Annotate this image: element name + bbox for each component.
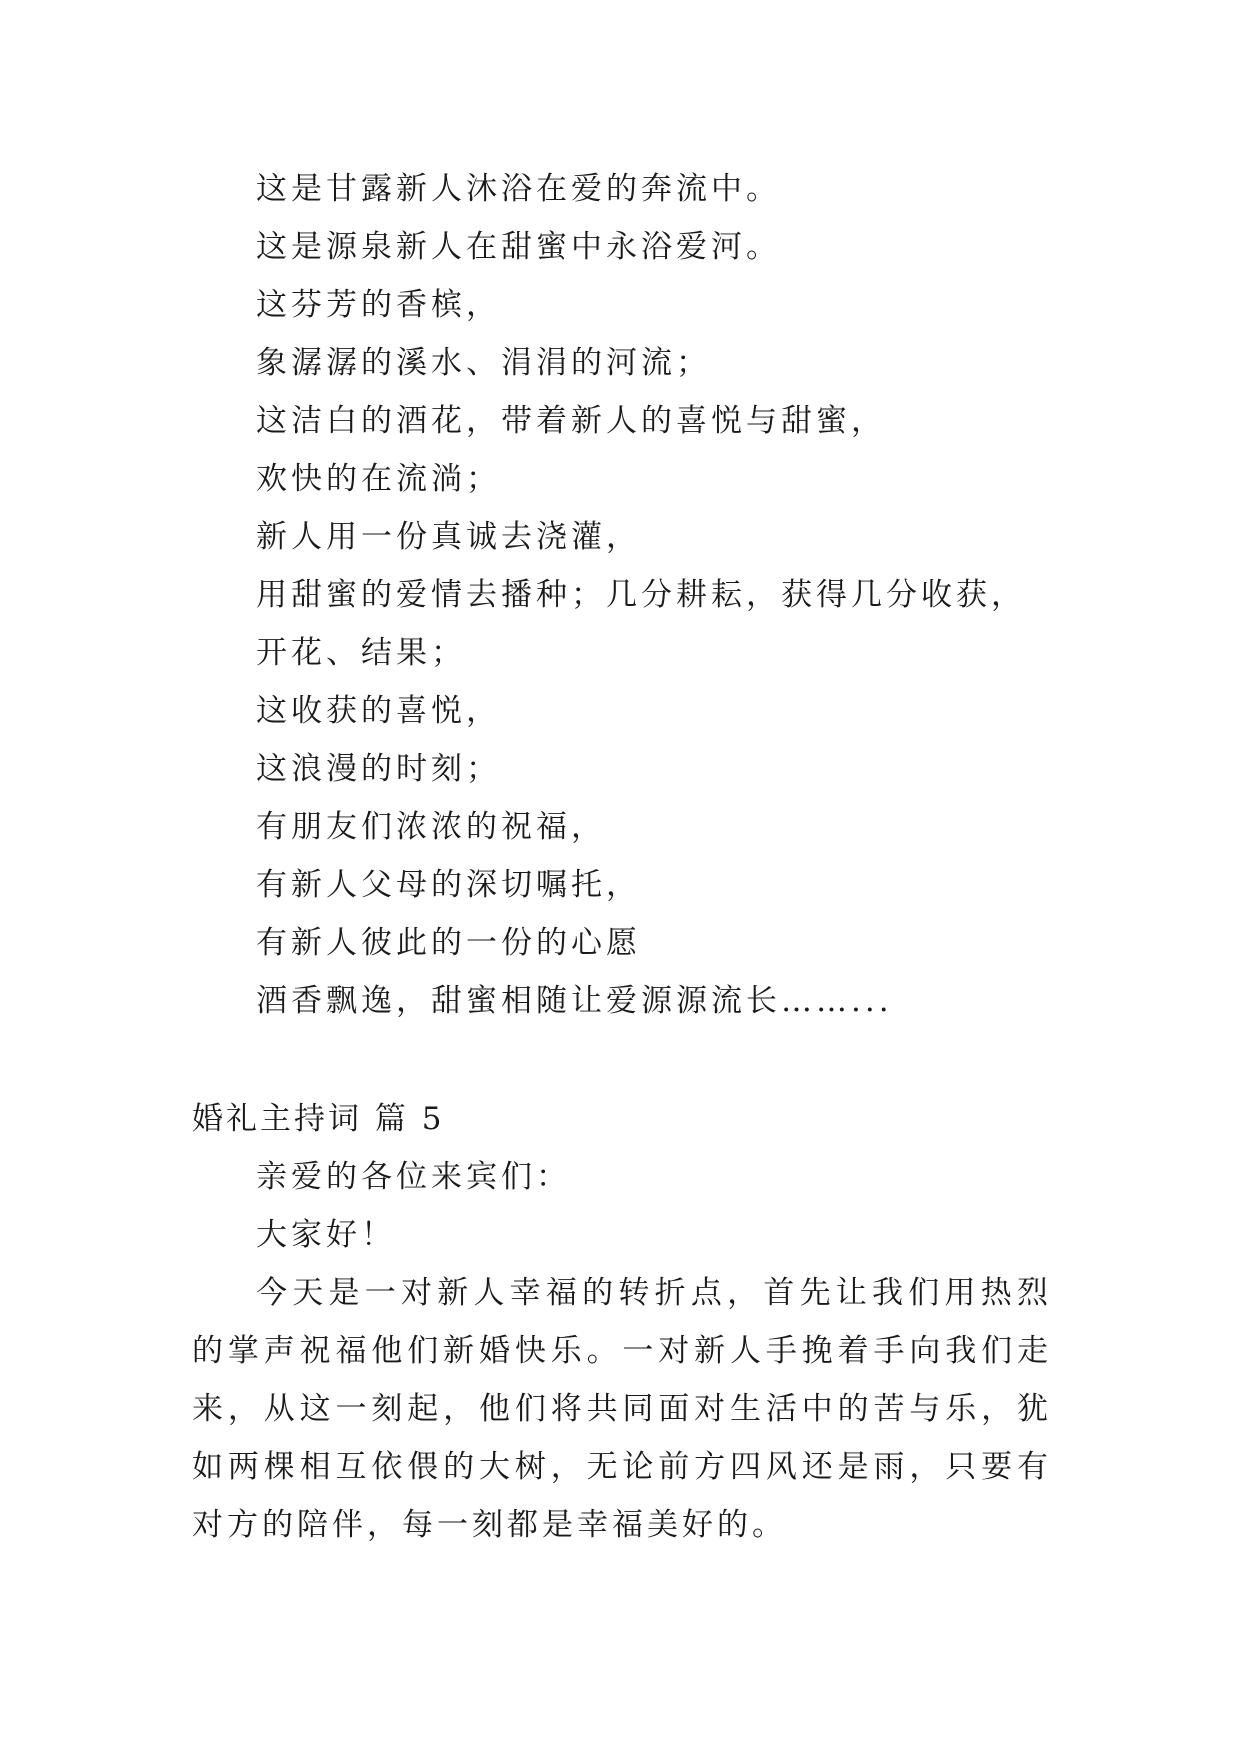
poem-line: 欢快的在流淌； [256, 461, 501, 497]
poem-line: 象潺潺的溪水、涓涓的河流； [256, 345, 711, 381]
speech-paragraph: 今天是一对新人幸福的转折点，首先让我们用热烈的掌声祝福他们新婚快乐。一对新人手挽着手向我们走来，从这一刻起，他们将共同面对生活中的苦与乐，犹如两棵相互依偎的大树，无论前方四风还是雨，只要有对方的陪伴，每一刻都是幸福美好的。 [192, 1275, 1052, 1543]
speech-block [192, 1148, 1052, 1554]
poem-line: 酒香飘逸，甜蜜相随让爱源源流长……... [256, 983, 893, 1019]
poem-line: 有新人父母的深切嘱托， [256, 867, 641, 903]
speech-hello: 大家好！ [256, 1217, 396, 1253]
poem-line: 这是甘露新人沐浴在爱的奔流中。 [256, 171, 781, 207]
poem-line: 这洁白的酒花，带着新人的喜悦与甜蜜， [256, 403, 886, 439]
poem-line: 新人用一份真诚去浇灌， [256, 519, 641, 555]
poem-line: 这收获的喜悦， [256, 693, 501, 729]
poem-line: 这浪漫的时刻； [256, 751, 501, 787]
poem-line: 有朋友们浓浓的祝福， [256, 809, 606, 845]
poem-line: 有新人彼此的一份的心愿 [256, 925, 641, 961]
poem-line: 用甜蜜的爱情去播种；几分耕耘，获得几分收获， [256, 577, 1026, 613]
poem-line: 这芬芳的香槟， [256, 287, 501, 323]
speech-greeting: 亲爱的各位来宾们： [256, 1159, 571, 1195]
poem-line: 开花、结果； [256, 635, 466, 671]
poem-block [256, 160, 1156, 1030]
poem-line: 这是源泉新人在甜蜜中永浴爱河。 [256, 229, 781, 265]
section-heading: 婚礼主持词 篇 5 [192, 1101, 445, 1137]
